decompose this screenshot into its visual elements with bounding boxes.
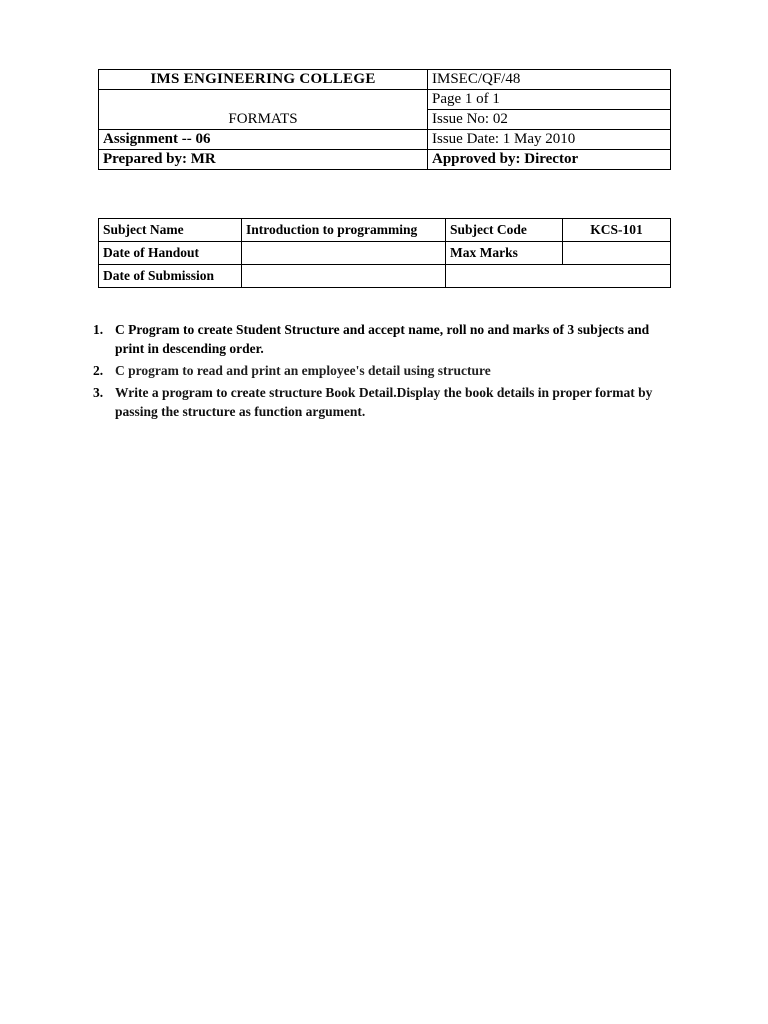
page-number: Page 1 of 1: [428, 90, 671, 110]
list-item: [93, 320, 663, 358]
issue-number: Issue No: 02: [428, 110, 671, 130]
subject-name-label: Subject Name: [99, 219, 242, 242]
formats-title: FORMATS: [99, 90, 428, 130]
question-number: 2.: [93, 363, 104, 378]
question-list: [93, 320, 663, 424]
subject-code-label: Subject Code: [446, 219, 563, 242]
submission-date-value: [242, 265, 446, 288]
submission-extra-cell: [446, 265, 671, 288]
question-number: 1.: [93, 322, 104, 337]
header-table: [98, 69, 671, 170]
max-marks-label: Max Marks: [446, 242, 563, 265]
subject-table: [98, 218, 671, 288]
question-text: Write a program to create structure Book Detail.Display the book details in proper format by passing the structure as function argument.: [115, 385, 653, 419]
subject-code-value: KCS-101: [563, 219, 671, 242]
question-text: C Program to create Student Structure and accept name, roll no and marks of 3 subjects and print in descending order.: [115, 322, 650, 356]
question-number: 3.: [93, 385, 104, 400]
handout-date-label: Date of Handout: [99, 242, 242, 265]
list-item: [93, 383, 663, 421]
list-item: [93, 361, 663, 380]
submission-date-label: Date of Submission: [99, 265, 242, 288]
max-marks-value: [563, 242, 671, 265]
approved-by: Approved by: Director: [428, 150, 671, 170]
subject-name-value: Introduction to programming: [242, 219, 446, 242]
handout-date-value: [242, 242, 446, 265]
college-name: IMS ENGINEERING COLLEGE: [99, 70, 428, 90]
question-text: C program to read and print an employee's detail using structure: [115, 363, 491, 378]
issue-date: Issue Date: 1 May 2010: [428, 130, 671, 150]
doc-code: IMSEC/QF/48: [428, 70, 671, 90]
prepared-by: Prepared by: MR: [99, 150, 428, 170]
assignment-number: Assignment -- 06: [99, 130, 428, 150]
